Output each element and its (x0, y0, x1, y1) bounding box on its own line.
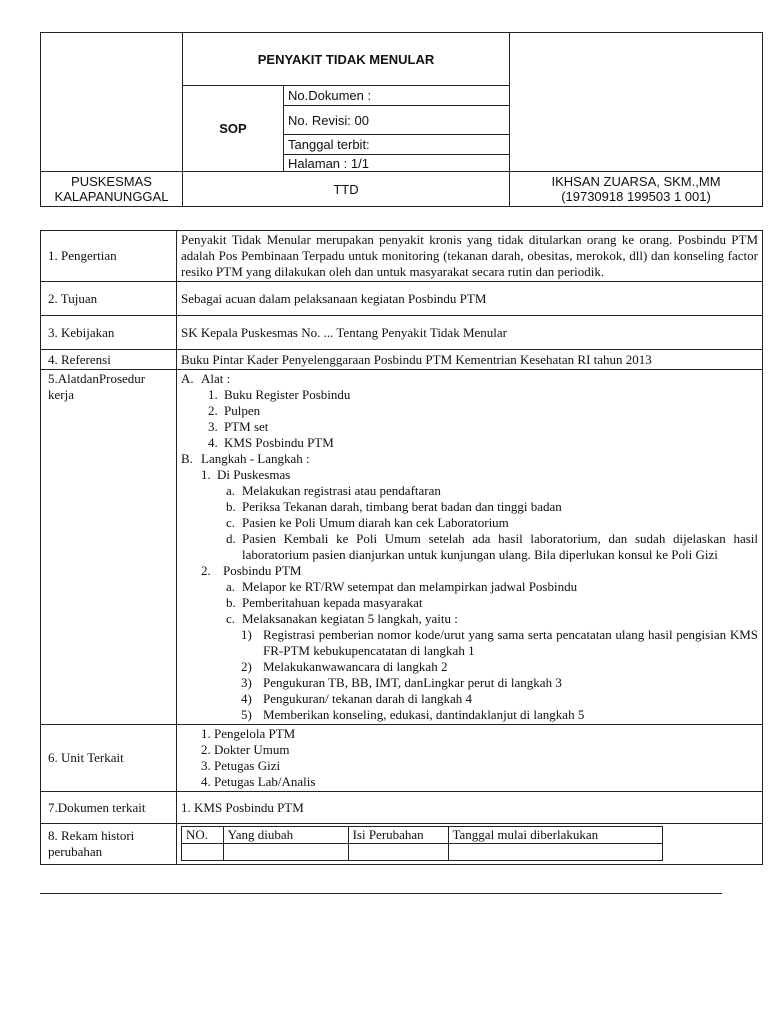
list-item-text: Pasien Kembali ke Poli Umum setelah ada hasil laboratorium, dan sudah dijelaskan hasil laboratorium pasien dianjurkan untuk kunjungan ulang. Bila diperlukan konsul ke Poli Gizi (242, 531, 758, 562)
row-prosedur (41, 370, 763, 725)
history-empty-row (182, 844, 663, 861)
step2-marker: 2. (201, 563, 211, 578)
text-referensi: Buku Pintar Kader Penyelenggaraan Posbindu PTM Kementrian Kesehatan RI tahun 2013 (177, 350, 763, 370)
list-item (181, 611, 758, 627)
label-unit-terkait: 6. Unit Terkait (41, 725, 177, 792)
row-unit-terkait (41, 725, 763, 792)
label-prosedur-line1: 5.AlatdanProsedur (48, 371, 146, 386)
alat-item-marker: 3. (208, 419, 218, 434)
text-dokumen-terkait: 1. KMS Posbindu PTM (177, 792, 763, 824)
signer (510, 172, 763, 207)
list-item-text: Registrasi pemberian nomor kode/urut yang sama serta pencatatan ulang hasil pengisian KMS FR-PTM kebukupencatatan di langkah 1 (263, 627, 758, 658)
step1-marker: 1. (201, 467, 211, 482)
unit-item: 2. Dokter Umum (201, 742, 290, 757)
document-title: PENYAKIT TIDAK MENULAR (183, 33, 510, 86)
label-kebijakan: 3. Kebijakan (41, 316, 177, 350)
no-dokumen: No.Dokumen : (284, 86, 510, 106)
list-item-marker: 3) (241, 675, 252, 690)
history-column-header: Yang diubah (223, 827, 348, 844)
alat-item-marker: 4. (208, 435, 218, 450)
alat-item-text: KMS Posbindu PTM (224, 435, 334, 450)
step1-heading (181, 467, 758, 483)
strike-line (40, 893, 722, 894)
unit-item: 3. Petugas Gizi (201, 758, 281, 773)
list-item-marker: b. (226, 499, 236, 514)
list-item (181, 595, 758, 611)
list-item-text: Melakukanwawancara di langkah 2 (263, 659, 448, 674)
content-unit-terkait (177, 725, 763, 792)
history-column-header: Tanggal mulai diberlakukan (448, 827, 663, 844)
row-tujuan (41, 282, 763, 316)
tanggal-terbit: Tanggal terbit: (284, 135, 510, 155)
alat-item-text: Buku Register Posbindu (224, 387, 351, 402)
label-rekam-line2: perubahan (48, 844, 103, 859)
content-rekam-histori (177, 824, 763, 865)
list-item-marker: 1) (241, 627, 252, 642)
unit-item: 4. Petugas Lab/Analis (201, 774, 316, 789)
list-item (181, 659, 758, 675)
alat-item-marker: 1. (208, 387, 218, 402)
row-rekam-histori (41, 824, 763, 865)
puskesmas-name (41, 172, 183, 207)
alat-item (181, 419, 758, 435)
list-item (181, 675, 758, 691)
langkah-title: Langkah - Langkah : (201, 451, 310, 466)
row-pengertian (41, 231, 763, 282)
label-rekam-line1: 8. Rekam histori (48, 828, 135, 843)
history-column-header: Isi Perubahan (348, 827, 448, 844)
langkah-list (181, 627, 758, 723)
langkah-heading (181, 451, 758, 467)
label-referensi: 4. Referensi (41, 350, 177, 370)
list-item-text: Melaksanakan kegiatan 5 langkah, yaitu : (242, 611, 458, 626)
alat-item (181, 387, 758, 403)
puskesmas-line2: KALAPANUNGGAL (54, 189, 169, 204)
list-item-text: Pemberitahuan kepada masyarakat (242, 595, 423, 610)
label-pengertian: 1. Pengertian (41, 231, 177, 282)
alat-item (181, 435, 758, 451)
step2-list (181, 579, 758, 627)
alat-item-marker: 2. (208, 403, 218, 418)
list-item-marker: 5) (241, 707, 252, 722)
label-tujuan: 2. Tujuan (41, 282, 177, 316)
list-item-marker: a. (226, 579, 236, 594)
list-item-marker: a. (226, 483, 236, 498)
history-column-header: NO. (182, 827, 224, 844)
puskesmas-line1: PUSKESMAS (71, 174, 152, 189)
alat-item-text: PTM set (224, 419, 269, 434)
logo-cell (41, 33, 183, 172)
list-item-marker: 4) (241, 691, 252, 706)
signer-name: IKHSAN ZUARSA, SKM.,MM (551, 174, 721, 189)
history-header-row (182, 827, 663, 844)
text-kebijakan: SK Kepala Puskesmas No. ... Tentang Penyakit Tidak Menular (177, 316, 763, 350)
text-tujuan: Sebagai acuan dalam pelaksanaan kegiatan Posbindu PTM (177, 282, 763, 316)
list-item-marker: d. (226, 531, 236, 546)
list-item-marker: c. (226, 611, 236, 626)
label-prosedur (41, 370, 177, 725)
row-kebijakan (41, 316, 763, 350)
row-dokumen-terkait (41, 792, 763, 824)
list-item-text: Pasien ke Poli Umum diarah kan cek Laboratorium (242, 515, 509, 530)
alat-heading (181, 371, 758, 387)
no-revisi: No. Revisi: 00 (284, 106, 510, 135)
label-dokumen-terkait: 7.Dokumen terkait (41, 792, 177, 824)
signer-nip: (19730918 199503 1 001) (561, 189, 711, 204)
label-prosedur-line2: kerja (48, 387, 74, 402)
label-rekam-histori (41, 824, 177, 865)
list-item (181, 483, 758, 499)
stamp-cell (510, 33, 763, 172)
step1-list (181, 483, 758, 563)
list-item (181, 531, 758, 563)
list-item-marker: 2) (241, 659, 252, 674)
list-item (181, 515, 758, 531)
list-item (181, 579, 758, 595)
list-item (181, 499, 758, 515)
list-item (181, 691, 758, 707)
text-pengertian: Penyakit Tidak Menular merupakan penyakit kronis yang tidak ditularkan orang ke orang. Posbindu PTM adalah Pos Pembinaan Terpadu untuk monitoring (tekanan darah, obesitas, merokok, dll) dan konseling factor resiko PTM yang dilakukan oleh dan untuk masyarakat secara rutin dan periodik. (177, 231, 763, 282)
list-item (181, 707, 758, 723)
halaman: Halaman : 1/1 (284, 155, 510, 172)
ttd-label: TTD (183, 172, 510, 207)
unit-list (181, 726, 758, 790)
step2-title: Posbindu PTM (223, 563, 302, 578)
history-table (181, 826, 663, 861)
list-item-marker: b. (226, 595, 236, 610)
sop-label: SOP (183, 86, 284, 172)
list-item-text: Pengukuran/ tekanan darah di langkah 4 (263, 691, 473, 706)
alat-title: Alat : (201, 371, 231, 386)
alat-item (181, 403, 758, 419)
step1-title: Di Puskesmas (217, 467, 291, 482)
sop-body-table (40, 230, 763, 865)
list-item (181, 627, 758, 659)
list-item-marker: c. (226, 515, 236, 530)
step2-heading (181, 563, 758, 579)
sop-header-table (40, 32, 763, 207)
list-item-text: Memberikan konseling, edukasi, dantindaklanjut di langkah 5 (263, 707, 585, 722)
alat-marker: A. (181, 371, 194, 386)
list-item-text: Melapor ke RT/RW setempat dan melampirkan jadwal Posbindu (242, 579, 578, 594)
list-item-text: Melakukan registrasi atau pendaftaran (242, 483, 441, 498)
alat-item-text: Pulpen (224, 403, 261, 418)
list-item-text: Periksa Tekanan darah, timbang berat badan dan tinggi badan (242, 499, 562, 514)
langkah-marker: B. (181, 451, 193, 466)
list-item-text: Pengukuran TB, BB, IMT, danLingkar perut di langkah 3 (263, 675, 562, 690)
content-prosedur (177, 370, 763, 725)
alat-list (181, 387, 758, 451)
row-referensi (41, 350, 763, 370)
unit-item: 1. Pengelola PTM (201, 726, 296, 741)
